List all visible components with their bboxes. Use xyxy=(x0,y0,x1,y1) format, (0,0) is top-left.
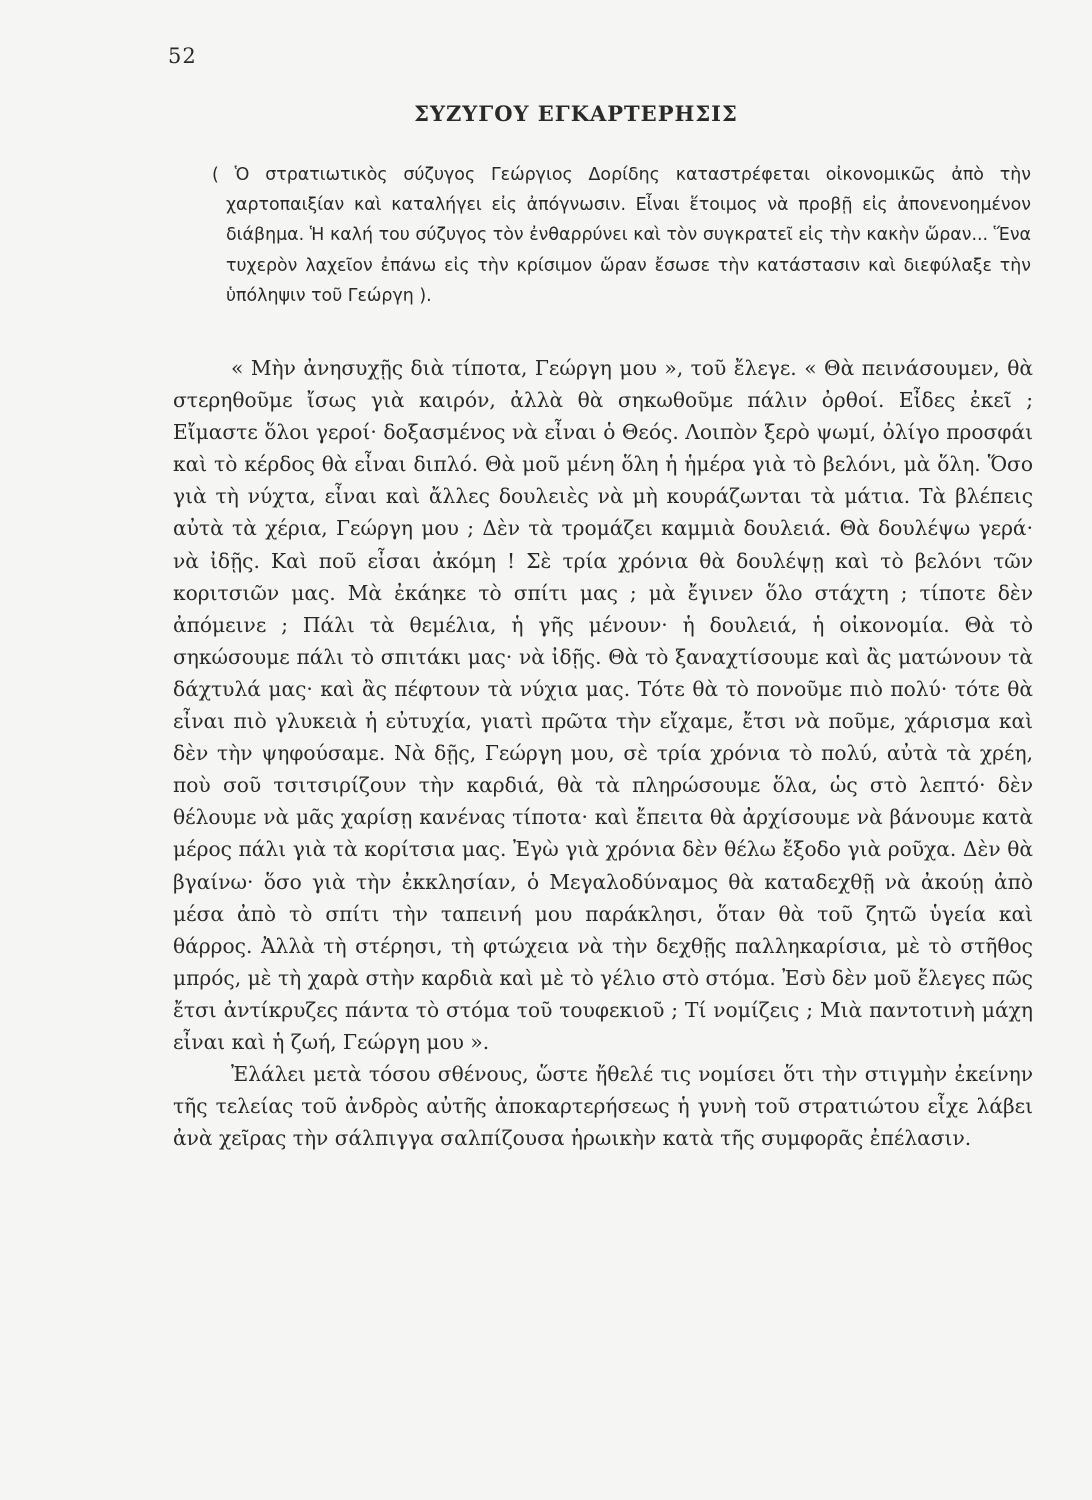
paragraph: Ἐλάλει μετὰ τόσου σθένους, ὥστε ἤθελέ τις νομίσει ὅτι τὴν στιγμὴν ἐκείνην τῆς τελείας τοῦ ἀνδρὸς αὐτῆς ἀποκαρτερήσεως ἡ γυνὴ τοῦ στρατιώτου εἶχε λάβει ἀνὰ χεῖρας τὴν σάλπιγγα σαλπίζουσα ἡρωικὴν κατὰ τῆς συμφορᾶς ἐπέλασιν. xyxy=(173,1062,1033,1151)
page-number: 52 xyxy=(168,44,197,68)
chapter-body xyxy=(173,352,1033,1154)
chapter-title: ΣΥΖΥΓΟΥ ΕΓΚΑΡΤΕΡΗΣΙΣ xyxy=(414,101,738,126)
paragraph: « Μὴν ἀνησυχῇς διὰ τίποτα, Γεώργη μου », τοῦ ἔλεγε. « Θὰ πεινάσουμεν, θὰ στερηθοῦμε ἴσως γιὰ καιρόν, ἀλλὰ θὰ σηκωθοῦμε πάλιν ὀρθοί. Εἶδες ἐκεῖ ; Εἴμαστε ὅλοι γεροί· δοξασμένος νὰ εἶναι ὁ Θεός. Λοιπὸν ξερὸ ψωμί, ὀλίγο προσφάι καὶ τὸ κέρδος θὰ εἶναι διπλό. Θὰ μοῦ μένη ὅλη ἡ ἡμέρα γιὰ τὸ βελόνι, μὰ ὅλη. Ὅσο γιὰ τὴ νύχτα, εἶναι καὶ ἄλλες δουλειὲς νὰ μὴ κουράζωνται τὰ μάτια. Τὰ βλέπεις αὐτὰ τὰ χέρια, Γεώργη μου ; Δὲν τὰ τρομάζει καμμιὰ δουλειά. Θὰ δουλέψω γερά· νὰ ἰδῇς. Καὶ ποῦ εἶσαι ἀκόμη ! Σὲ τρία χρόνια θὰ δουλέψῃ καὶ τὸ βελόνι τῶν κοριτσιῶν μας. Μὰ ἐκάηκε τὸ σπίτι μας ; μὰ ἔγινεν ὅλο στάχτη ; τίποτε δὲν ἀπόμεινε ; Πάλι τὰ θεμέλια, ἡ γῆς μένουν· ἡ δουλειά, ἡ οἰκονομία. Θὰ τὸ σηκώσουμε πάλι τὸ σπιτάκι μας· νὰ ἰδῇς. Θὰ τὸ ξαναχτίσουμε καὶ ἂς ματώνουν τὰ δάχτυλά μας· καὶ ἂς πέφτουν τὰ νύχια μας. Τότε θὰ τὸ πονοῦμε πιὸ πολύ· τότε θὰ εἶναι πιὸ γλυκειὰ ἡ εὐτυχία, γιατὶ πρῶτα τὴν εἴχαμε, ἔτσι νὰ ποῦμε, χάρισμα καὶ δὲν τὴν ψηφούσαμε. Νὰ δῇς, Γεώργη μου, σὲ τρία χρόνια τὸ πολύ, αὐτὰ τὰ χρέη, ποὺ σοῦ τσιτσιρίζουν τὴν καρδιά, θὰ τὰ πληρώσουμε ὅλα, ὡς στὸ λεπτό· δὲν θέλουμε νὰ μᾶς χαρίσῃ κανένας τίποτα· καὶ ἔπειτα θὰ ἀρχίσουμε νὰ βάνουμε κατὰ μέρος πάλι γιὰ τὰ κορίτσια μας. Ἐγὼ γιὰ χρόνια δὲν θέλω ἔξοδο γιὰ ροῦχα. Δὲν θὰ βγαίνω· ὅσο γιὰ τὴν ἐκκλησίαν, ὁ Μεγαλοδύναμος θὰ καταδεχθῇ νὰ ἀκούῃ ἀπὸ μέσα ἀπὸ τὸ σπίτι τὴν ταπεινή μου παράκλησι, ὅταν θὰ τοῦ ζητῶ ὑγεία καὶ θάρρος. Ἀλλὰ τὴ στέρησι, τὴ φτώχεια νὰ τὴν δεχθῇς παλληκαρίσια, μὲ τὸ στῆθος μπρός, μὲ τὴ χαρὰ στὴν καρδιὰ καὶ μὲ τὸ γέλιο στὸ στόμα. Ἐσὺ δὲν μοῦ ἔλεγες πῶς ἔτσι ἀντίκρυζες πάντα τὸ στόμα τοῦ τουφεκιοῦ ; Τί νομίζεις ; Μιὰ παντοτινὴ μάχη εἶναι καὶ ἡ ζωή, Γεώργη μου ». xyxy=(173,356,1033,1054)
chapter-summary: ( Ὁ στρατιωτικὸς σύζυγος Γεώργιος Δορίδης καταστρέφεται οἰκονομικῶς ἀπὸ τὴν χαρτοπαιξίαν καὶ καταλήγει εἰς ἀπόγνωσιν. Εἶναι ἕτοιμος νὰ προβῇ εἰς ἀπονενοημένον διάβημα. Ἡ καλή του σύζυγος τὸν ἐνθαρρύνει καὶ τὸν συγκρατεῖ εἰς τὴν κακὴν ὥραν... Ἕνα τυχερὸν λαχεῖον ἐπάνω εἰς τὴν κρίσιμον ὥραν ἔσωσε τὴν κατάστασιν καὶ διεφύλαξε τὴν ὑπόληψιν τοῦ Γεώργη ). xyxy=(212,165,1031,306)
